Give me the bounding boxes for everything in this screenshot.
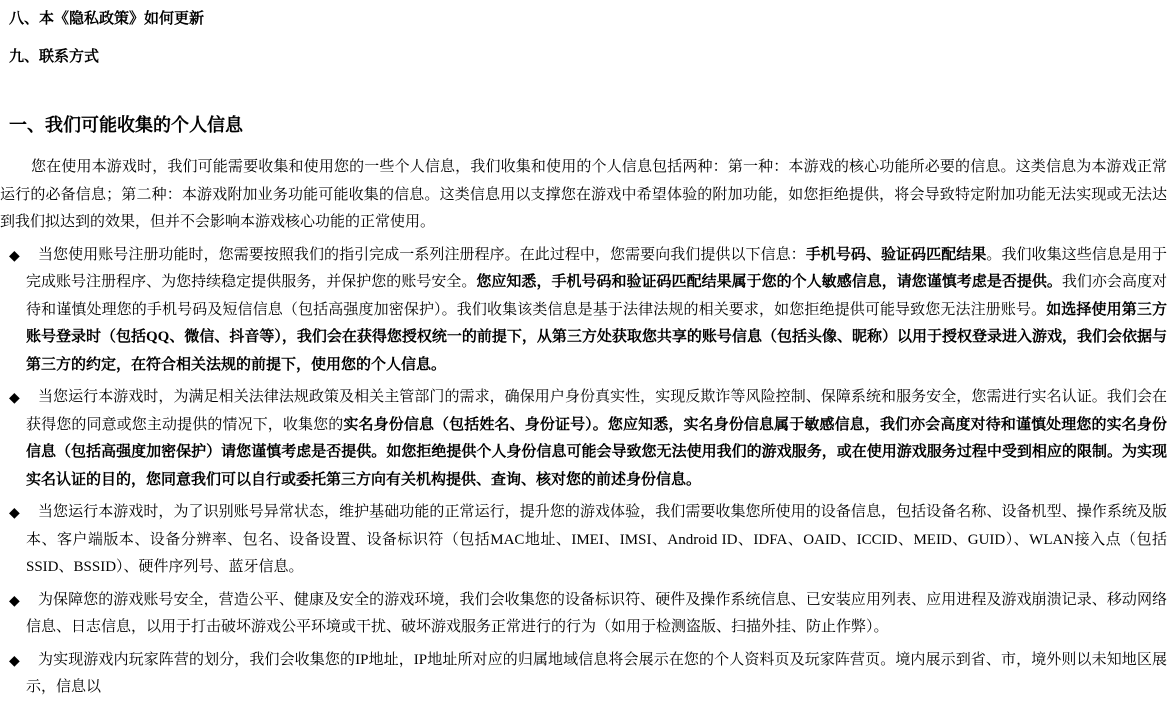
diamond-bullet-icon: ◆ [9, 391, 20, 406]
privacy-policy-document [0, 9, 1167, 702]
bullet-text: 当您使用账号注册功能时，您需要按照我们的指引完成一系列注册程序。在此过程中，您需要向我们提供以下信息： [38, 246, 806, 263]
bullet-paragraph-1 [0, 242, 1167, 380]
bullet-text: 。我们收集这些信息是用于完成账号注册程序、为您持续稳定提供服务，并保护您的账号安全。 [26, 246, 1167, 290]
diamond-bullet-icon: ◆ [9, 506, 20, 521]
bullet-text-bold: 您应知悉，手机号码和验证码匹配结果属于您的个人敏感信息，请您谨慎考虑是否提供。 [476, 274, 1062, 290]
toc-heading-how-policy-updates: 八、本《隐私政策》如何更新 [9, 11, 205, 27]
bullet-text: 我们亦会高度对待和谨慎处理您的手机号码及短信信息（包括高强度加密保护）。我们收集该类信息是基于法律法规的相关要求，如您拒绝提供可能导致您无法注册账号。 [26, 274, 1167, 318]
diamond-bullet-icon: ◆ [9, 248, 20, 264]
bullet-paragraph-5 [0, 647, 1167, 702]
bullet-text: 当您运行本游戏时，为满足相关法律法规政策及相关主管部门的需求，确保用户身份真实性，实现反欺诈等风险控制、保障系统和服务安全，您需进行实名认证。我们会在获得您的同意或您主动提供的情况下，收集您的 [26, 389, 1167, 433]
section-heading-personal-info-collected: 一、我们可能收集的个人信息 [9, 115, 243, 135]
bullet-paragraph-3 [0, 499, 1167, 582]
intro-paragraph: 您在使用本游戏时，我们可能需要收集和使用您的一些个人信息，我们收集和使用的个人信息包括两种：第一种：本游戏的核心功能所必要的信息。这类信息为本游戏正常运行的必备信息；第二种：本游戏附加业务功能可能收集的信息。这类信息用以支撑您在游戏中希望体验的附加功能，如您拒绝提供，将会导致特定附加功能无法实现或无法达到我们拟达到的效果，但并不会影响本游戏核心功能的正常使用。 [0, 159, 1167, 230]
bullet-paragraph-4 [0, 587, 1167, 642]
bullet-text: 为保障您的游戏账号安全，营造公平、健康及安全的游戏环境，我们会收集您的设备标识符、硬件及操作系统信息、已安装应用列表、应用进程及游戏崩溃记录、移动网络信息、日志信息，以用于打击破坏游戏公平环境或干扰、破坏游戏服务正常进行的行为（如用于检测盗版、扫描外挂、防止作弊）。 [26, 591, 1167, 635]
bullet-text: 当您运行本游戏时，为了识别账号异常状态，维护基础功能的正常运行，提升您的游戏体验，我们需要收集您所使用的设备信息，包括设备名称、设备机型、操作系统及版本、客户端版本、设备分辨率、包名、设备设置、设备标识符（包括MAC地址、IMEI、IMSI、Android ID、IDFA、OAID、ICCID、MEID、GUID）、WLAN接入点（包括SSID、BSSID）、硬件序列号、蓝牙信息。 [26, 504, 1167, 575]
bullet-text: 为实现游戏内玩家阵营的划分，我们会收集您的IP地址，IP地址所对应的归属地域信息将会展示在您的个人资料页及玩家阵营页。境内展示到省、市，境外则以未知地区展示，信息以 [26, 651, 1167, 695]
bullet-text-bold: 手机号码、验证码匹配结果 [805, 246, 987, 263]
bullet-list [0, 242, 1167, 702]
bullet-text-bold: 如选择使用第三方账号登录时（包括QQ、微信、抖音等），我们会在获得您授权统一的前提下，从第三方处获取您共享的账号信息（包括头像、昵称）以用于授权登录进入游戏，我们会依据与第三方的约定，在符合相关法规的前提下，使用您的个人信息。 [26, 301, 1167, 373]
toc-heading-contact-info: 九、联系方式 [9, 49, 100, 65]
bullet-text-bold: 实名身份信息（包括姓名、身份证号）。您应知悉，实名身份信息属于敏感信息，我们亦会高度对待和谨慎处理您的实名身份信息（包括高强度加密保护）请您谨慎考虑是否提供。如您拒绝提供个人身份信息可能会导致您无法使用我们的游戏服务，或在使用游戏服务过程中受到相应的限制。为实现实名认证的目的，您同意我们可以自行或委托第三方向有关机构提供、查询、核对您的前述身份信息。 [26, 416, 1167, 488]
diamond-bullet-icon: ◆ [9, 593, 20, 609]
bullet-paragraph-2 [0, 384, 1167, 494]
document-page [0, 9, 1167, 695]
diamond-bullet-icon: ◆ [9, 653, 20, 669]
